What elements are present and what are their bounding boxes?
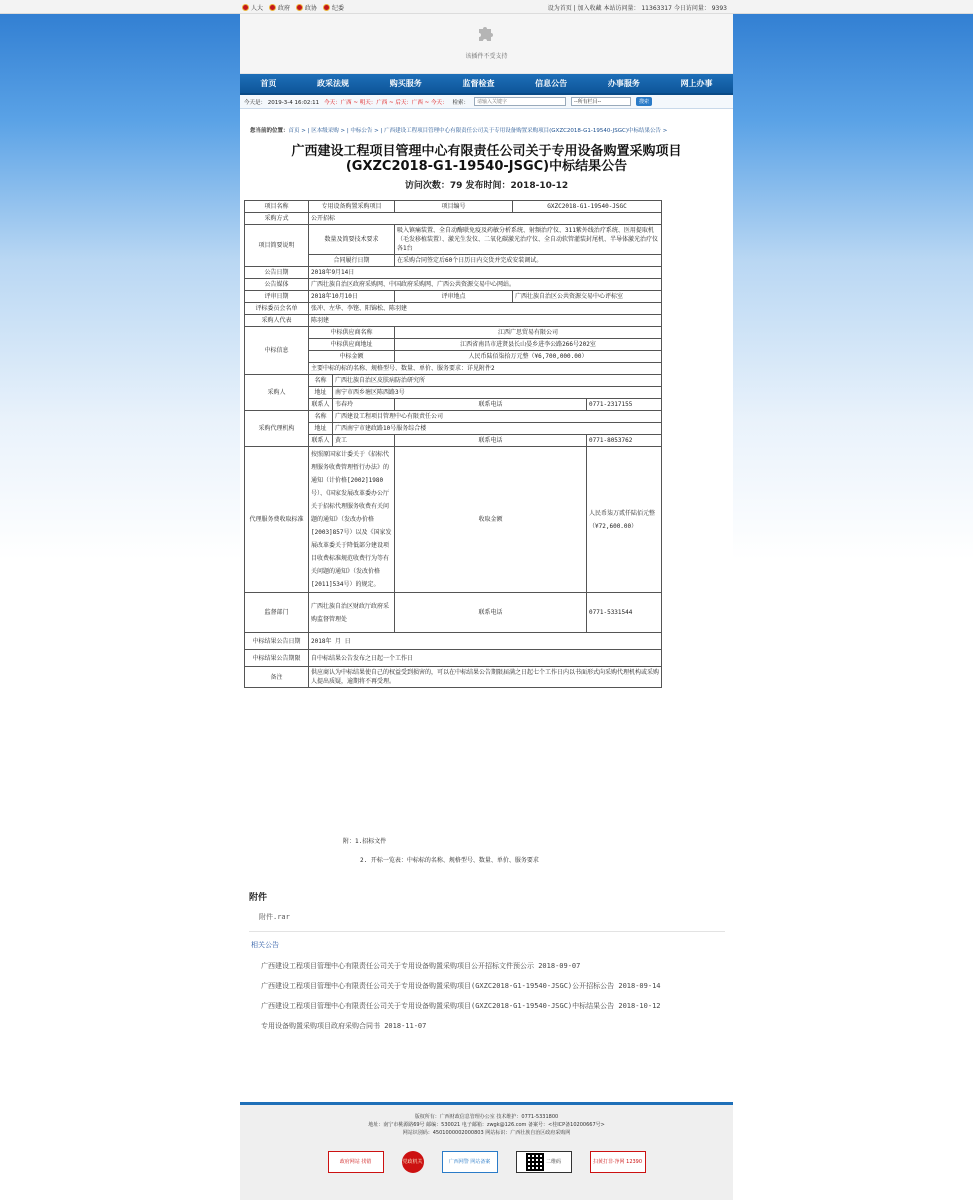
cell-label: 联系电话 xyxy=(395,435,587,447)
cell-value: 广西壮族自治区公共资源交易中心评标室 xyxy=(513,291,662,303)
cell-label: 地址 xyxy=(309,423,333,435)
cell-value: 江西广思贸易有限公司 xyxy=(395,327,662,339)
nav-purchase-service[interactable]: 购买服务 xyxy=(389,79,422,88)
cell-value: 0771-5331544 xyxy=(587,593,662,633)
cell-value: 按照原国家计委关于《招标代理服务收费管理暂行办法》的通知（计价格[2002]1980号）、《国家发展改革委办公厅关于招标代理服务收费有关问题的通知》（发改办价格[2003]857号）以及《国家发展改革委关于降低部分建设项目收费标准规范收费行为等有关问题的通知》（发改价格[2011]534号）的规定。 xyxy=(309,447,395,593)
cell-label: 采购人 xyxy=(245,375,309,411)
top-link-jiwei[interactable]: 纪委 xyxy=(323,3,344,12)
cell-label: 名称 xyxy=(309,375,333,387)
related-heading: 相关公告 xyxy=(251,941,279,949)
cell-label: 联系人 xyxy=(309,399,333,411)
nav-supervision[interactable]: 监督检查 xyxy=(462,79,495,88)
cell-label: 地址 xyxy=(309,387,333,399)
plugin-banner xyxy=(240,14,733,74)
cell-value: 广西南宁市建政路10号服务综合楼 xyxy=(333,423,662,435)
cell-value: 广西壮族自治区财政厅政府采购监督管理处 xyxy=(309,593,395,633)
cell-value: 专用设备购置采购项目 xyxy=(309,201,395,213)
page-title xyxy=(240,144,733,174)
badge-label: 政府网站 找错 xyxy=(339,1159,372,1165)
search-button[interactable]: 搜索 xyxy=(636,97,652,106)
emblem-icon xyxy=(323,4,330,11)
cell-value: 0771-2317155 xyxy=(587,399,662,411)
puzzle-piece-icon xyxy=(476,23,496,43)
cell-value: 广西建设工程项目管理中心有限责任公司 xyxy=(333,411,662,423)
related-item[interactable]: 专用设备购置采购项目政府采购合同书 2018-11-07 xyxy=(261,1022,427,1030)
cell-label: 评标委员会名单 xyxy=(245,303,309,315)
cell-label: 中标信息 xyxy=(245,327,309,375)
cell-label: 采购方式 xyxy=(245,213,309,225)
result-table xyxy=(244,200,662,688)
nav-home[interactable]: 首页 xyxy=(260,79,277,88)
cell-label: 中标结果公告期限 xyxy=(245,650,309,667)
main-nav xyxy=(240,74,733,95)
related-item[interactable]: 广西建设工程项目管理中心有限责任公司关于专用设备购置采购项目公开招标文件预公示 2018-09-07 xyxy=(261,962,581,970)
cell-value: 吸入镇痛装置、全自动酶联免疫及药敏分析系统、射频治疗仪、311紫外线治疗系统、医用提取机（毛发移植装置）、激光生发仪、二氧化碳激光治疗仪、全自动软管灌装封尾机、半导体激光治疗仪各1台 xyxy=(395,225,662,255)
cell-label: 监督部门 xyxy=(245,593,309,633)
cell-label: 联系电话 xyxy=(395,593,587,633)
related-item[interactable]: 广西建设工程项目管理中心有限责任公司关于专用设备购置采购项目(GXZC2018-G1-19540-JSGC)公开招标公告 2018-09-14 xyxy=(261,982,661,990)
related-list xyxy=(261,956,691,1036)
cell-label: 代理服务费收取标准 xyxy=(245,447,309,593)
cell-value: 自中标结果公告发布之日起一个工作日 xyxy=(309,650,662,667)
article-meta: 访问次数：79 发布时间：2018-10-12 xyxy=(404,181,569,191)
attachment-heading: 附件 xyxy=(249,893,268,903)
top-bar xyxy=(0,0,973,14)
top-links xyxy=(242,3,344,12)
footer-line: 地址：南宁市桃源路69号 邮编：530021 电子邮箱：zwgk@126.com 备案号：<桂ICP备10200667号> xyxy=(368,1122,605,1128)
cell-label: 联系人 xyxy=(309,435,333,447)
footer-line: 版权所有：广西财政信息管理办公室 技术维护：0771-5331800 xyxy=(414,1114,559,1120)
top-link-zhengxie[interactable]: 政协 xyxy=(296,3,317,12)
page-container xyxy=(240,14,733,1200)
cell-label: 合同履行日期 xyxy=(309,255,395,267)
divider xyxy=(249,931,725,932)
police-record-badge[interactable] xyxy=(442,1151,498,1173)
cell-label: 名称 xyxy=(309,411,333,423)
cell-value: 公开招标 xyxy=(309,213,662,225)
related-item[interactable]: 广西建设工程项目管理中心有限责任公司关于专用设备购置采购项目(GXZC2018-G1-19540-JSGC)中标结果公告 2018-10-12 xyxy=(261,1002,661,1010)
note-1: 附：1.招标文件 xyxy=(343,838,387,845)
footer-line: 网站识别码：4501000002000803 网站标识：广西壮族自治区政府采购网 xyxy=(402,1130,571,1136)
cell-label: 采购人代表 xyxy=(245,315,309,327)
search-label: 检索： xyxy=(452,99,470,106)
emblem-icon xyxy=(242,4,249,11)
cell-label: 采购代理机构 xyxy=(245,411,309,447)
cell-label: 项目编号 xyxy=(395,201,513,213)
cell-value: 南宁市西乡塘区陈西路3号 xyxy=(333,387,662,399)
cell-label: 公告日期 xyxy=(245,267,309,279)
breadcrumb-label: 您当前的位置： xyxy=(250,128,289,134)
cell-value: 张冲、左华、李铿、阳锦松、陈羽建 xyxy=(309,303,662,315)
cell-value: 在采购合同签定后60个日历日内交货并完成安装调试。 xyxy=(395,255,662,267)
column-select[interactable]: --所有栏目-- xyxy=(571,97,631,106)
cell-value: 广西壮族自治区皮肤病防治研究所 xyxy=(333,375,662,387)
badge-label: 二维码 xyxy=(545,1159,561,1165)
title-line-2: (GXZC2018-G1-19540-JSGC)中标结果公告 xyxy=(345,159,628,174)
top-link-renda[interactable]: 人大 xyxy=(242,3,263,12)
cell-label: 中标金额 xyxy=(309,351,395,363)
nav-online[interactable]: 网上办事 xyxy=(680,79,713,88)
cell-value: 黄工 xyxy=(333,435,395,447)
gov-site-error-badge[interactable] xyxy=(328,1151,384,1173)
current-date: 今天是： 2019-3-4 16:02:11 xyxy=(244,99,320,106)
cell-value: GXZC2018-G1-19540-JSGC xyxy=(513,201,662,213)
cell-value: 人民币陆佰柒拾万元整（¥6,700,000.00） xyxy=(395,351,662,363)
breadcrumb-path[interactable]: 首页 > | 区本级采购 > | 中标公告 > | 广西建设工程项目管理中心有限责任公司关于专用设备购置采购项目(GXZC2018-G1-19540-JSGC)中标结果公告 > xyxy=(288,128,668,134)
top-link-zhengfu[interactable]: 政府 xyxy=(269,3,290,12)
cell-value: 韦春玲 xyxy=(333,399,395,411)
cell-label: 数量及简要技术要求 xyxy=(309,225,395,255)
badge-label: 扫黄打非·净网 12390 xyxy=(592,1159,643,1165)
cell-value: 2018年10月10日 xyxy=(309,291,395,303)
emblem-icon xyxy=(296,4,303,11)
cell-value: 主要中标的标的名称、规格型号、数量、单价、服务要求：详见附件2 xyxy=(309,363,662,375)
emblem-icon xyxy=(269,4,276,11)
cell-label: 收取金额 xyxy=(395,447,587,593)
cell-value: 2018年9月14日 xyxy=(309,267,662,279)
party-org-badge[interactable] xyxy=(402,1151,424,1173)
search-input[interactable] xyxy=(474,97,566,106)
cell-label: 公告媒体 xyxy=(245,279,309,291)
footer xyxy=(240,1102,733,1200)
footer-badges xyxy=(240,1151,733,1173)
cell-label: 中标供应商地址 xyxy=(309,339,395,351)
cell-value: 2018年 月 日 xyxy=(309,633,662,650)
cell-label: 联系电话 xyxy=(395,399,587,411)
nav-announcements[interactable]: 信息公告 xyxy=(535,79,568,88)
info-bar xyxy=(240,95,733,109)
note-2: 2. 开标一览表：中标标的名称、规格型号、数量、单价、服务要求 xyxy=(360,857,539,864)
plugin-message: 该插件不受支持 xyxy=(465,53,508,60)
cell-label: 备注 xyxy=(245,667,309,688)
cell-value: 0771-8053762 xyxy=(587,435,662,447)
cell-value: 供应商认为中标结果使自己的权益受到损害的，可以在中标结果公告期限届满之日起七个工作日内以书面形式向采购代理机构或采购人提出质疑，逾期将不再受理。 xyxy=(309,667,662,688)
cell-label: 项目简要说明 xyxy=(245,225,309,267)
breadcrumb xyxy=(250,126,667,134)
cell-value: 广西壮族自治区政府采购网、中国政府采购网、广西公共资源交易中心网站。 xyxy=(309,279,662,291)
attachment-file-link[interactable]: 附件.rar xyxy=(259,913,290,921)
title-line-1: 广西建设工程项目管理中心有限责任公司关于专用设备购置采购项目 xyxy=(291,144,682,159)
badge-label: 党政机关 xyxy=(402,1159,423,1165)
cell-label: 项目名称 xyxy=(245,201,309,213)
nav-services[interactable]: 办事服务 xyxy=(607,79,640,88)
cell-value: 江西省南昌市进贤县长山晏乡进李公路266号202室 xyxy=(395,339,662,351)
top-right-stats[interactable]: 设为首页 | 加入收藏 本站访问量： 11363317 今日访问量： 9393 xyxy=(547,5,727,12)
weather-ticker: 今天：广西 ~ 明天：广西 ~ 后天：广西 ~ 今天： xyxy=(324,99,448,106)
nav-regulations[interactable]: 政采法规 xyxy=(317,79,350,88)
cell-label: 评审地点 xyxy=(395,291,513,303)
badge-label: 广西网警 网站备案 xyxy=(448,1159,491,1165)
anti-porn-badge[interactable] xyxy=(590,1151,646,1173)
cell-label: 评审日期 xyxy=(245,291,309,303)
qr-code-icon xyxy=(516,1151,572,1173)
cell-label: 中标结果公告日期 xyxy=(245,633,309,650)
cell-label: 中标供应商名称 xyxy=(309,327,395,339)
cell-value: 陈羽建 xyxy=(309,315,662,327)
cell-value: 人民币柒万贰仟陆佰元整（¥72,600.00） xyxy=(587,447,662,593)
